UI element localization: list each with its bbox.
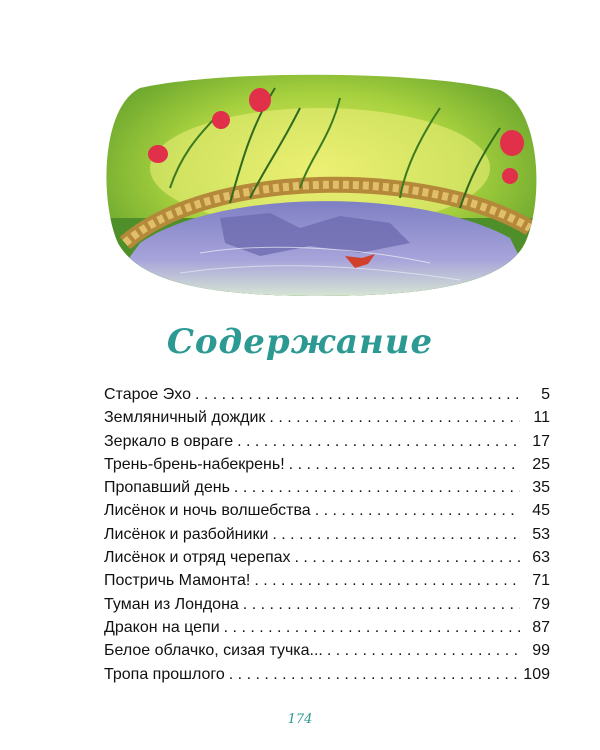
toc-row[interactable] (104, 619, 550, 642)
toc-page-number: 35 (532, 479, 550, 497)
toc-leader-dots (243, 596, 520, 614)
toc-row[interactable] (104, 409, 550, 432)
toc-page-number: 99 (532, 642, 550, 660)
toc-row[interactable] (104, 549, 550, 572)
toc-page-number: 5 (541, 386, 550, 403)
toc-leader-dots (327, 642, 520, 660)
toc-title: Лисёнок и разбойники (104, 525, 269, 543)
table-of-contents (104, 386, 550, 689)
toc-row[interactable] (104, 456, 550, 479)
toc-page-number: 45 (532, 502, 550, 520)
contents-heading: Содержание (166, 322, 434, 362)
toc-page-number: 53 (532, 525, 550, 543)
toc-title: Пропавший день (104, 479, 230, 497)
toc-page-number: 11 (533, 409, 550, 427)
toc-title: Дракон на цепи (104, 618, 220, 636)
toc-title: Белое облачко, сизая тучка... (104, 642, 323, 660)
toc-leader-dots (289, 456, 520, 474)
toc-title: Постричь Мамонта! (104, 572, 251, 590)
toc-title: Зеркало в овраге (104, 432, 234, 450)
toc-row[interactable] (104, 666, 550, 689)
toc-title: Лисёнок и ночь волшебства (104, 502, 311, 520)
toc-leader-dots (224, 619, 520, 637)
toc-title: Туман из Лондона (104, 595, 239, 613)
page-number: 174 (287, 712, 313, 727)
toc-row[interactable] (104, 386, 550, 409)
toc-leader-dots (315, 502, 520, 520)
toc-row[interactable] (104, 596, 550, 619)
toc-leader-dots (237, 433, 520, 451)
toc-title: Старое Эхо (104, 386, 191, 403)
toc-page-number: 71 (532, 572, 550, 590)
toc-page-number: 25 (532, 455, 550, 473)
toc-page-number: 63 (532, 549, 550, 567)
toc-row[interactable] (104, 479, 550, 502)
toc-row[interactable] (104, 642, 550, 665)
toc-title: Лисёнок и отряд черепах (104, 549, 291, 567)
toc-page-number: 109 (523, 665, 550, 683)
toc-leader-dots (229, 666, 518, 684)
toc-leader-dots (195, 386, 520, 404)
toc-row[interactable] (104, 502, 550, 525)
toc-page-number: 17 (532, 432, 550, 450)
toc-row[interactable] (104, 572, 550, 595)
toc-leader-dots (295, 549, 520, 567)
toc-row[interactable] (104, 433, 550, 456)
toc-leader-dots (234, 479, 520, 497)
meadow-illustration (100, 68, 540, 298)
toc-leader-dots (269, 409, 520, 427)
toc-page-number: 87 (532, 618, 550, 636)
toc-title: Тропа прошлого (104, 665, 225, 683)
toc-page-number: 79 (532, 595, 550, 613)
toc-row[interactable] (104, 526, 550, 549)
toc-leader-dots (254, 572, 520, 590)
toc-title: Трень-брень-набекрень! (104, 455, 285, 473)
toc-leader-dots (272, 526, 520, 544)
toc-title: Земляничный дождик (104, 409, 266, 427)
